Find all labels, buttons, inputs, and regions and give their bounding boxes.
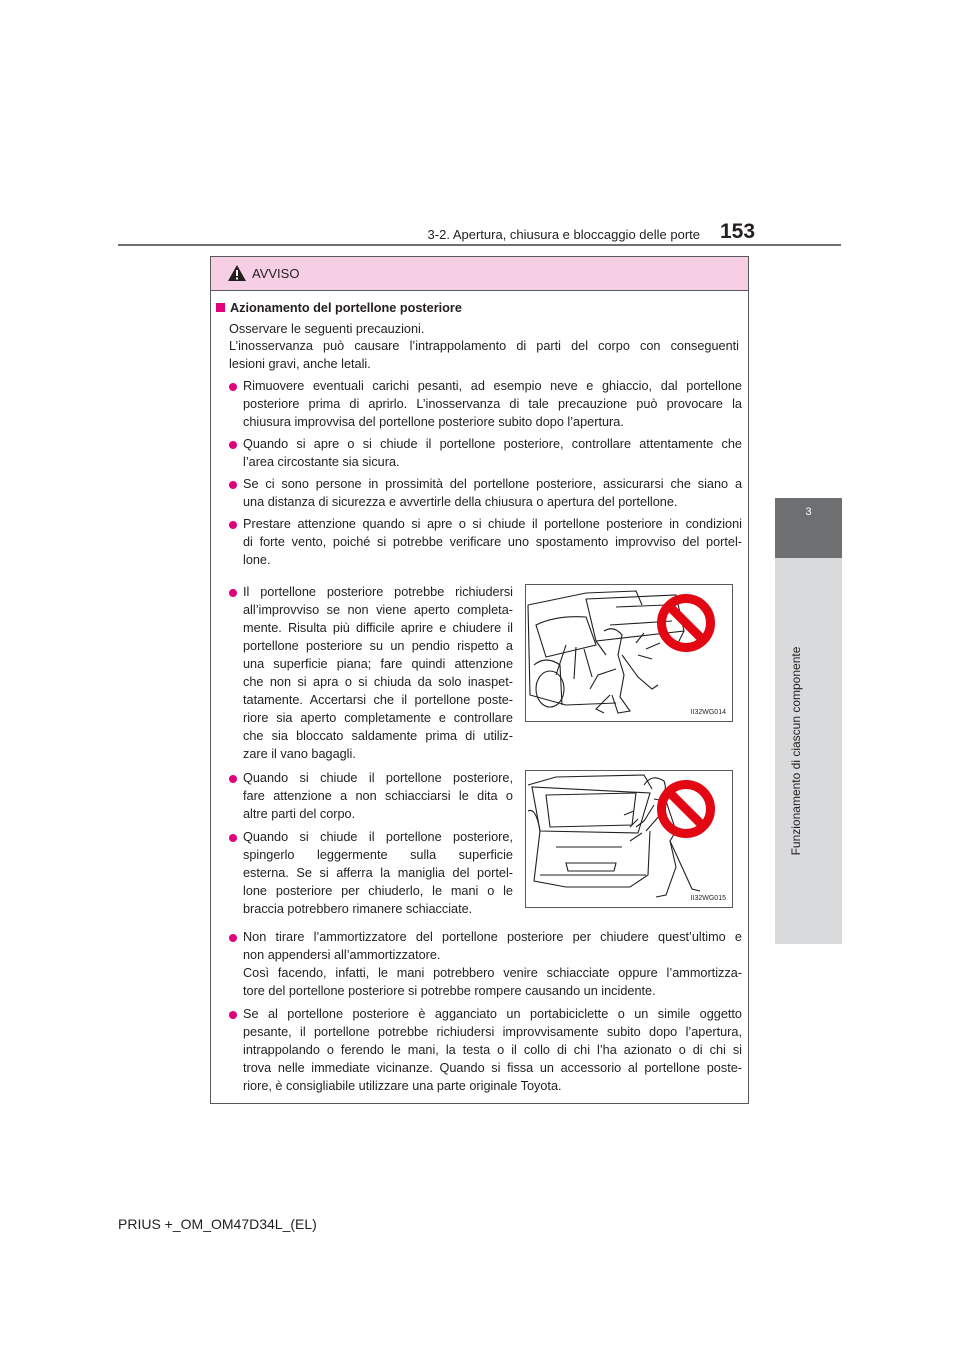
bullet-line: Se ci sono persone in prossimità del portellone posteriore, assicurarsi che siano a [243,477,742,491]
bullet-line: Se al portellone posteriore è agganciato un portabiciclette o un simile oggetto [243,1007,742,1021]
bullet-icon [229,834,237,842]
prohibition-icon [656,779,716,839]
bullet-line: Prestare attenzione quando si apre o si chiude il portellone posteriore in condizioni [243,517,742,531]
chapter-title: Funzionamento di ciascun componente [789,646,803,856]
bullet-line: pesante, il portellone potrebbe richiudersi improvvisamente subito dopo l’apertura, [243,1025,742,1039]
bullet-line: portellone posteriore su un pendio rispetto a [243,639,513,653]
page-number: 153 [720,220,756,243]
bullet-line: lone. [243,553,271,567]
bullet-line: Il portellone posteriore potrebbe richiudersi [243,585,513,599]
bullet-icon [229,383,237,391]
bullet-line: Rimuovere eventuali carichi pesanti, ad esempio neve e ghiaccio, dal portellone [243,379,742,393]
chapter-side-band [775,558,842,944]
bullet-line: riore, è consigliabile utilizzare una parte originale Toyota. [243,1079,562,1093]
warning-triangle-icon [227,264,247,282]
bullet-line: Così facendo, infatti, le mani potrebbero venire schiacciate oppure l’ammortizza- [243,966,742,980]
bullet-line: lone posteriore per chiuderlo, le mani o le [243,884,513,898]
warning-title: AVVISO [252,266,300,281]
bullet-line: Quando si apre o si chiude il portellone posteriore, controllare attentamente che [243,437,742,451]
bullet-line: non appendersi all’ammortizzatore. [243,948,441,962]
prohibition-icon [656,593,716,653]
warning-header [211,257,748,291]
intro-line: Osservare le seguenti precauzioni. [229,322,425,336]
bullet-line: altre parti del corpo. [243,807,356,821]
document-id: PRIUS +_OM_OM47D34L_(EL) [118,1216,317,1232]
figure-code: II32WG015 [690,895,726,902]
bullet-icon [229,521,237,529]
warning-heading: Azionamento del portellone posteriore [216,301,462,315]
bullet-line: trova nelle immediate vicinanze. Quando si fissa un accessorio al portellone poste- [243,1061,742,1075]
bullet-line: mente. Risulta più difficile aprire e chiudere il [243,621,513,635]
illustration-tailgate-closing-suddenly [525,584,733,722]
bullet-line: spingerlo leggermente sulla superficie [243,848,513,862]
bullet-line: braccia potrebbero rimanere schiacciate. [243,902,473,916]
chapter-number: 3 [805,506,812,518]
header-rule [118,244,841,246]
illustration-closing-tailgate-pinch [525,770,733,908]
bullet-line: fare attenzione a non schiacciarsi le dita o [243,789,513,803]
bullet-icon [229,775,237,783]
bullet-line: esterna. Se si afferra la maniglia del portel- [243,866,513,880]
bullet-line: una superficie piana; fare quindi attenzione [243,657,513,671]
chapter-tab [775,498,842,558]
bullet-line: intrappolando o ferendo le mani, la testa o il collo di chi l’ha azionato o di chi si [243,1043,742,1057]
figure-code: II32WG014 [690,709,726,716]
intro-line: L’inosservanza può causare l’intrappolamento di parti del corpo con conseguenti [229,339,739,353]
bullet-icon [229,1011,237,1019]
bullet-line: tatamente. Accertarsi che il portellone poste- [243,693,513,707]
bullet-line: riore sia aperto completamente e controllare [243,711,513,725]
bullet-line: una distanza di sicurezza e avvertirle della chiusura o apertura del portellone. [243,495,678,509]
bullet-line: all’improvviso se non viene aperto completa- [243,603,513,617]
bullet-line: l’area circostante sia sicura. [243,455,400,469]
square-bullet-icon [216,303,225,312]
bullet-icon [229,441,237,449]
bullet-icon [229,589,237,597]
bullet-line: zare il vano bagagli. [243,747,356,761]
bullet-line: Quando si chiude il portellone posteriore, [243,830,513,844]
intro-line: lesioni gravi, anche letali. [229,357,371,371]
bullet-line: tore del portellone posteriore si potrebbe rompere causando un incidente. [243,984,656,998]
bullet-line: che sia bloccato saldamente prima di utiliz- [243,729,513,743]
section-title: 3-2. Apertura, chiusura e bloccaggio delle porte [427,227,700,242]
bullet-line: posteriore prima di aprirlo. L’inosservanza di tale precauzione può provocare la [243,397,742,411]
bullet-line: che non si apra o si chiuda da solo inaspet- [243,675,513,689]
bullet-icon [229,481,237,489]
bullet-line: Quando si chiude il portellone posteriore, [243,771,513,785]
bullet-icon [229,934,237,942]
bullet-line: Non tirare l’ammortizzatore del portellone posteriore per chiudere quest’ultimo e [243,930,742,944]
bullet-line: chiusura improvvisa del portellone posteriore subito dopo l’apertura. [243,415,624,429]
bullet-line: di forte vento, poiché si potrebbe verificare uno spostamento improvviso del portel- [243,535,742,549]
